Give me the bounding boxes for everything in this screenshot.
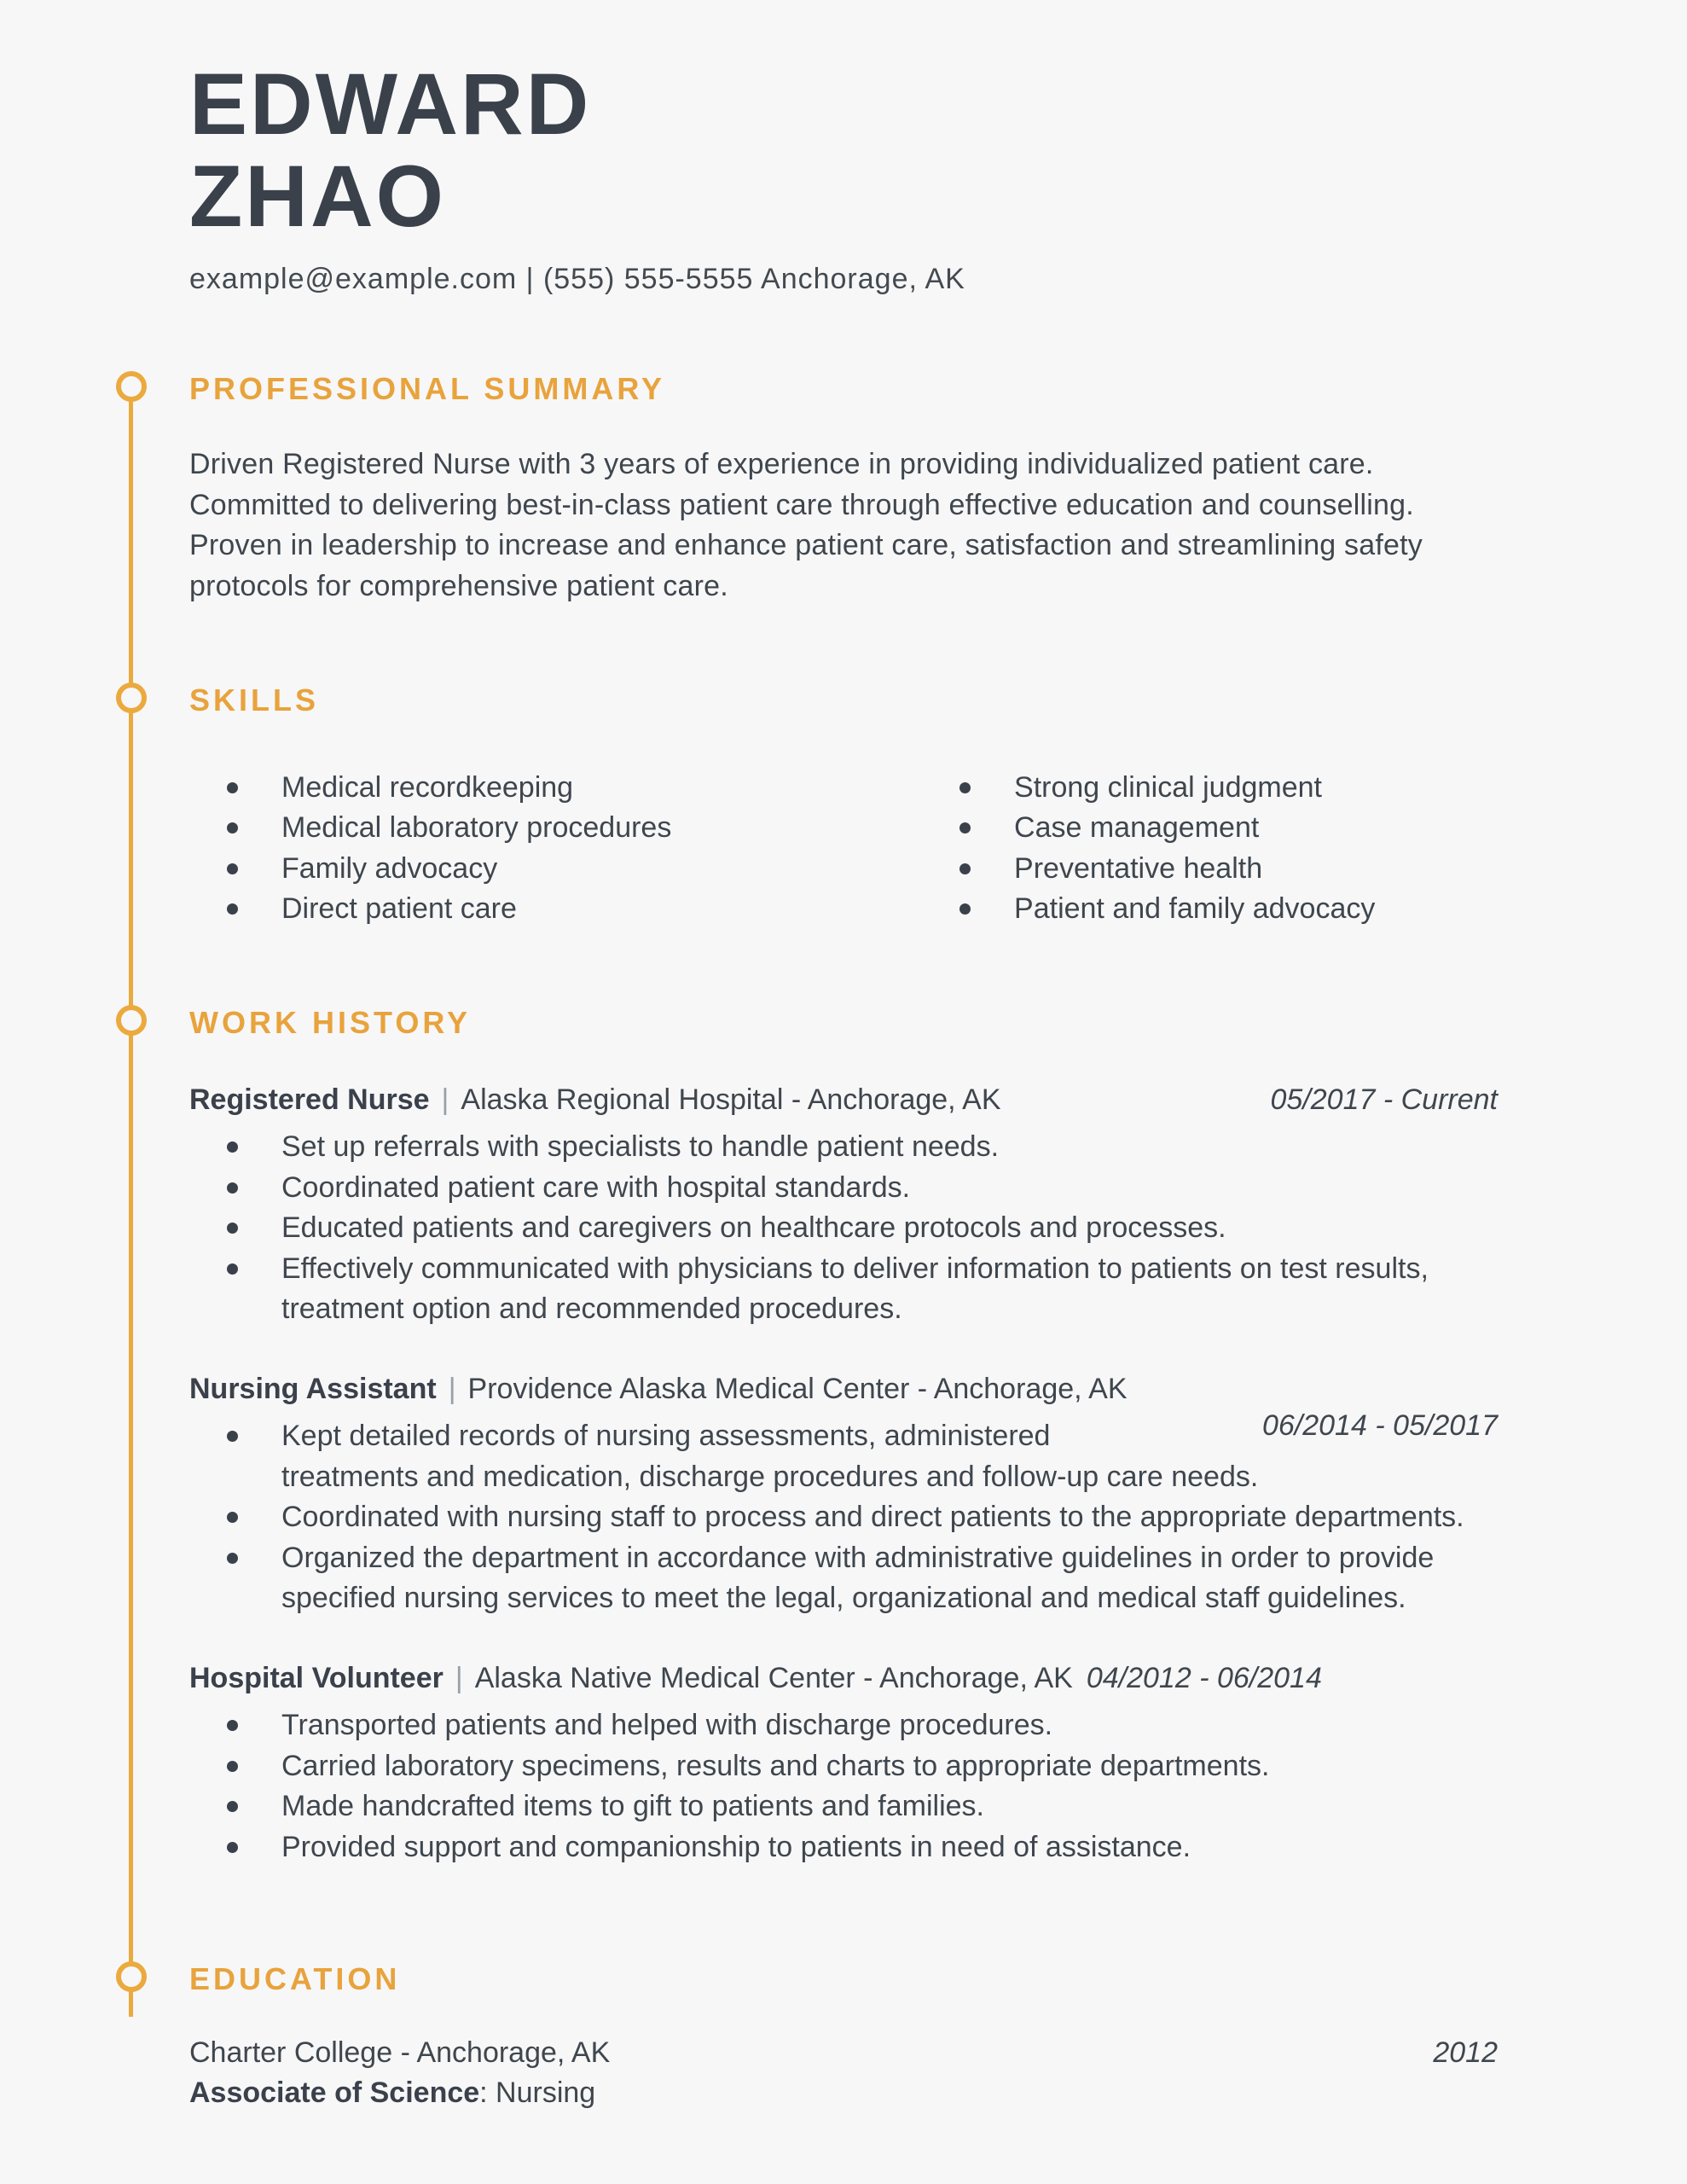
job-title: Nursing Assistant: [189, 1372, 437, 1405]
job-header: [189, 1662, 1498, 1695]
education-degree: Associate of Science: [189, 2077, 480, 2110]
skill-item: Strong clinical judgment: [922, 768, 1498, 809]
section-education: [189, 1961, 1498, 2110]
contact-line: example@example.com | (555) 555-5555 Anchorage, AK: [189, 263, 965, 296]
skill-item: Medical recordkeeping: [189, 768, 922, 809]
header: [189, 55, 1498, 296]
name-line-1: EDWARD: [189, 55, 592, 153]
job-dates: 05/2017 - Current: [1270, 1083, 1498, 1116]
skill-item: Medical laboratory procedures: [189, 808, 922, 849]
skills-columns: [189, 768, 1498, 930]
timeline-node-icon: [116, 682, 147, 713]
summary-text: Driven Registered Nurse with 3 years of experience in providing individualized patient care. Committed to delivering best-in-class patient care through effective education and counselling. Proven in leadership to increase and enhance patient care, satisfaction and streamlining safety protocols for comprehensive patient care.: [189, 448, 1423, 602]
skill-item: Case management: [922, 808, 1498, 849]
job-entry-nursing-assistant: [189, 1373, 1498, 1619]
section-title-work-history: WORK HISTORY: [189, 1004, 472, 1040]
skill-item: Direct patient care: [189, 889, 922, 930]
name-line-2: ZHAO: [189, 148, 446, 246]
job-duty-item: Educated patients and caregivers on healthcare protocols and processes.: [189, 1208, 1498, 1249]
section-work-history: [189, 1005, 1498, 1867]
job-duties-list: [189, 1127, 1498, 1330]
job-duty-item: Kept detailed records of nursing assessments, administered treatments and medication, discharge procedures and follow-up care needs.: [189, 1416, 1498, 1497]
job-title: Hospital Volunteer: [189, 1661, 443, 1694]
job-separator: |: [441, 1083, 449, 1116]
job-duty-item: Made handcrafted items to gift to patients and families.: [189, 1786, 1498, 1827]
job-duty-item: Carried laboratory specimens, results and charts to appropriate departments.: [189, 1746, 1498, 1787]
job-header: [189, 1373, 1498, 1406]
job-dates: 06/2014 - 05/2017: [1261, 1409, 1498, 1442]
timeline-node-icon: [116, 1005, 147, 1036]
job-duty-item: Transported patients and helped with discharge procedures.: [189, 1705, 1498, 1746]
job-title-line: [189, 1373, 1128, 1406]
job-company: Alaska Native Medical Center - Anchorage, AK: [474, 1661, 1073, 1694]
job-entry-registered-nurse: [189, 1083, 1498, 1330]
job-entry-hospital-volunteer: [189, 1662, 1498, 1867]
job-title: Registered Nurse: [189, 1083, 430, 1116]
skill-item: Patient and family advocacy: [922, 889, 1498, 930]
job-duty-item: Provided support and companionship to patients in need of assistance.: [189, 1827, 1498, 1868]
job-header: [189, 1083, 1498, 1117]
job-title-line: [189, 1662, 1073, 1695]
job-title-line: [189, 1083, 1001, 1117]
education-year: 2012: [1433, 2036, 1498, 2070]
timeline-rail: [129, 386, 133, 2017]
job-separator: |: [448, 1372, 456, 1405]
job-duty-item: Coordinated with nursing staff to process and direct patients to the appropriate departments.: [189, 1497, 1498, 1538]
job-duties-list: [189, 1705, 1498, 1867]
skill-item: Preventative health: [922, 849, 1498, 890]
person-name: [189, 55, 1498, 246]
job-duty-item: Coordinated patient care with hospital standards.: [189, 1168, 1498, 1209]
education-row: [189, 2036, 1498, 2070]
job-company: Alaska Regional Hospital - Anchorage, AK: [461, 1083, 1001, 1116]
section-professional-summary: [189, 371, 1498, 607]
job-duty-item: Set up referrals with specialists to handle patient needs.: [189, 1127, 1498, 1168]
timeline-node-icon: [116, 1961, 147, 1992]
skill-item: Family advocacy: [189, 849, 922, 890]
education-school: Charter College - Anchorage, AK: [189, 2036, 611, 2070]
education-degree-detail: : Nursing: [479, 2077, 596, 2110]
section-title-education: EDUCATION: [189, 1961, 401, 1997]
timeline-node-icon: [116, 371, 147, 402]
job-duty-item: Organized the department in accordance with administrative guidelines in order to provide specified nursing services to meet the legal, organizational and medical staff guidelines.: [189, 1538, 1498, 1619]
section-title-summary: PROFESSIONAL SUMMARY: [189, 371, 666, 407]
job-duty-item: Effectively communicated with physicians to deliver information to patients on test results, treatment option and recommended procedures.: [189, 1249, 1498, 1330]
section-skills: [189, 682, 1498, 930]
section-title-skills: SKILLS: [189, 682, 320, 717]
skills-list-left: [189, 768, 922, 930]
skills-list-right: [922, 768, 1498, 930]
job-duties-list: [189, 1416, 1498, 1619]
education-degree-line: [189, 2077, 1498, 2110]
resume-content: [189, 55, 1498, 2110]
job-company: Providence Alaska Medical Center - Anchorage, AK: [467, 1372, 1128, 1405]
job-separator: |: [455, 1661, 463, 1694]
job-dates: 04/2012 - 06/2014: [1086, 1661, 1322, 1694]
